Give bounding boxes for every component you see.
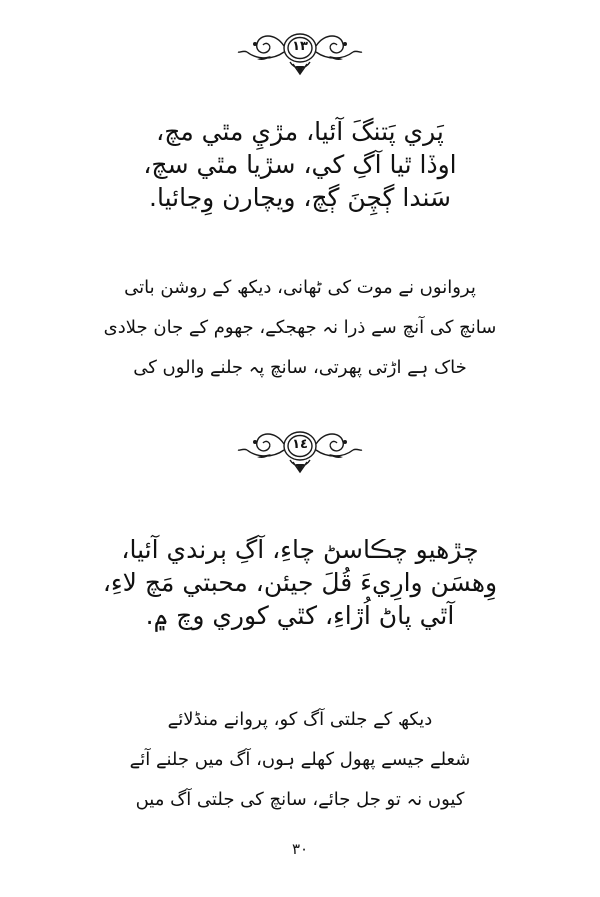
sindhi-line: سَندا ڳچِنَ ڳچ، ويچارن وِڃائيا. bbox=[149, 183, 451, 212]
urdu-line: خاک ہے اڑتی پھرتی، سانچ پہ جلنے والوں کی bbox=[133, 357, 467, 378]
section-number: ١٤ bbox=[292, 437, 308, 452]
sindhi-line: چڙهيو چڪاسڻ چاءِ، آگِ ٻرندي آئيا، bbox=[121, 535, 479, 564]
sindhi-line: وِهسَن وارِيءَ قُلَ جيئن، محبتي مَچ لاءِ، bbox=[102, 568, 498, 597]
sindhi-stanza bbox=[60, 115, 540, 214]
urdu-line: سانچ کی آنچ سے ذرا نہ جھجکے، جھوم کے جان جلادی bbox=[103, 317, 497, 338]
section-ornament bbox=[235, 420, 365, 476]
sindhi-line: اوڏا ٿيا آگِ کي، سڙيا مٿي سچ، bbox=[143, 150, 457, 179]
page-number: ٣٠ bbox=[291, 840, 309, 858]
urdu-stanza bbox=[60, 700, 540, 820]
urdu-line: کیوں نہ تو جل جائے، سانچ کی جلتی آگ میں bbox=[135, 789, 465, 810]
section-number: ١٣ bbox=[292, 39, 308, 54]
sindhi-line: پَري پَتنگَ آئيا، مڙيِ مٿي مچ، bbox=[156, 117, 444, 146]
section-ornament bbox=[235, 22, 365, 78]
sindhi-line: آٿي پاڻ اُڙاءِ، کٿي کوري وچ ۾. bbox=[145, 601, 455, 630]
urdu-line: شعلے جیسے پھول کھلے ہوں، آگ میں جلنے آئے bbox=[129, 749, 471, 770]
urdu-line: پروانوں نے موت کی ٹھانی، دیکھ کے روشن باتی bbox=[124, 277, 476, 298]
urdu-stanza bbox=[60, 268, 540, 388]
sindhi-stanza bbox=[60, 533, 540, 632]
urdu-line: دیکھ کے جلتی آگ کو، پروانے منڈلائے bbox=[167, 709, 433, 730]
